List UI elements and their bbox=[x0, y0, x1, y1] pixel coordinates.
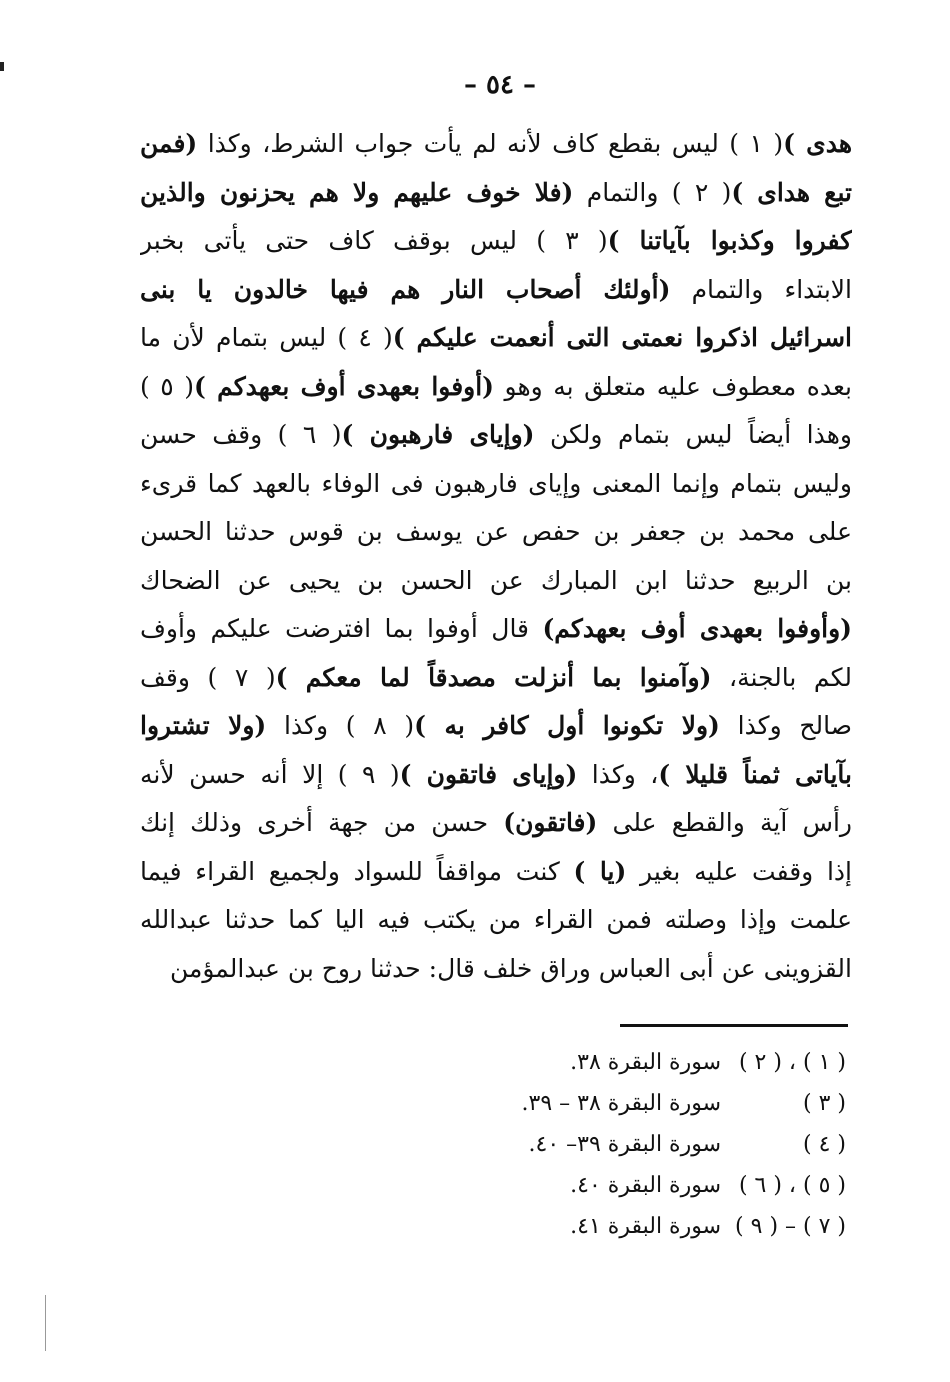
text-line bbox=[140, 411, 852, 460]
footnote-text: سورة البقرة ٤٠. bbox=[570, 1173, 721, 1198]
text-line bbox=[140, 896, 852, 945]
footnote-label: ( ٤ ) bbox=[803, 1132, 846, 1157]
footnote-text: سورة البقرة ٤١. bbox=[570, 1214, 721, 1239]
text-fragment: ( ١ ) ليس بقطع كاف لأنه لم يأت جواب الشرط، وكذا bbox=[197, 129, 784, 158]
text-fragment: ( ٥ ) bbox=[140, 371, 194, 401]
quran-quote: تبع هداى ) bbox=[731, 177, 852, 207]
text-fragment: ( ٣ ) ليس بوقف كاف حتى يأتى بخبر bbox=[140, 226, 608, 255]
text-line bbox=[140, 169, 852, 218]
quran-quote: (وأوفوا بعهدى أوف بعهدكم) bbox=[542, 614, 852, 643]
text-fragment: لكم بالجنة، bbox=[711, 662, 852, 692]
footnote-text: سورة البقرة ٣٨ – ٣٩. bbox=[521, 1091, 721, 1116]
text-line bbox=[140, 266, 852, 315]
text-fragment: على محمد بن جعفر بن حفص عن يوسف بن قوس حدثنا الحسن bbox=[140, 517, 852, 546]
scan-edge-mark bbox=[45, 1295, 46, 1351]
footnote-text: سورة البقرة ٣٨. bbox=[570, 1050, 721, 1075]
quran-quote: كفروا وكذبوا بآياتنا ) bbox=[607, 226, 852, 255]
text-fragment: بعده معطوف عليه متعلق به وهو bbox=[494, 371, 852, 401]
footnote-label: ( ١ ) ، ( ٢ ) bbox=[738, 1050, 846, 1075]
body-text bbox=[140, 120, 852, 993]
quran-quote: بآياتى ثمناً قليلا ) bbox=[658, 759, 852, 789]
text-fragment: ( ٢ ) والتمام bbox=[573, 177, 732, 207]
text-fragment: الابتداء والتمام bbox=[670, 274, 852, 304]
quran-quote: (أولئك أصحاب النار هم فيها خالدون يا بنى bbox=[140, 274, 671, 304]
text-line bbox=[140, 217, 852, 266]
text-fragment: ( ٩ ) إلا أنه حسن لأنه bbox=[140, 759, 400, 789]
text-fragment: بن الربيع حدثنا ابن المبارك عن الحسن بن يحيى عن الضحاك bbox=[140, 565, 852, 595]
footnote bbox=[522, 1165, 846, 1206]
text-line bbox=[140, 848, 852, 897]
text-fragment: ( ٤ ) ليس بتمام لأن ما bbox=[140, 323, 393, 352]
quran-quote: (وإياى فاتقون ) bbox=[399, 759, 578, 789]
quran-quote: اسرائيل اذكروا نعمتى التى أنعمت عليكم ) bbox=[392, 323, 852, 352]
text-line bbox=[140, 120, 852, 169]
text-fragment: إذا وقفت عليه بغير bbox=[626, 856, 852, 886]
footnote-label: ( ٣ ) bbox=[803, 1091, 846, 1116]
quran-quote: (وإياى فارهبون ) bbox=[341, 420, 535, 449]
text-fragment: ، وكذا bbox=[577, 759, 659, 789]
page-number: – ٥٤ – bbox=[463, 70, 537, 100]
quran-quote: (فلا خوف عليهم ولا هم يحزنون والذين bbox=[140, 177, 574, 207]
quran-quote: (أوفوا بعهدى أوف بعهدكم ) bbox=[194, 371, 494, 401]
text-fragment: القزوينى عن أبى العباس وراق خلف قال: حدثنا روح بن عبدالمؤمن bbox=[169, 953, 852, 983]
text-fragment: علمت وإذا وصلته فمن القراء من يكتب فيه اليا كما حدثنا عبدالله bbox=[140, 905, 852, 934]
text-fragment: كنت مواقفاً للسواد ولجميع القراء فيما bbox=[140, 856, 574, 886]
text-line bbox=[140, 605, 852, 654]
text-fragment: وهذا أيضاً ليس بتمام ولكن bbox=[534, 420, 852, 449]
footnote-label: ( ٧ ) – ( ٩ ) bbox=[735, 1214, 846, 1239]
quran-quote: (ولا تشتروا bbox=[140, 711, 267, 740]
footnote-label: ( ٥ ) ، ( ٦ ) bbox=[738, 1173, 846, 1198]
text-line bbox=[140, 363, 852, 412]
footnote-separator bbox=[620, 1024, 848, 1027]
footnote bbox=[522, 1124, 846, 1165]
quran-quote: (فمن bbox=[140, 129, 198, 158]
text-line bbox=[140, 945, 852, 994]
text-fragment: رأس آية والقطع على bbox=[597, 808, 852, 837]
footnote bbox=[522, 1042, 846, 1083]
text-line bbox=[140, 799, 852, 848]
quran-quote: (وآمنوا بما أنزلت مصدقاً لما معكم ) bbox=[275, 662, 712, 692]
text-fragment: ( ٨ ) وكذا bbox=[266, 711, 415, 740]
text-line bbox=[140, 508, 852, 557]
text-fragment: ( ٧ ) وقف bbox=[140, 662, 276, 692]
footnotes bbox=[522, 1042, 846, 1247]
text-line bbox=[140, 314, 852, 363]
text-line bbox=[140, 460, 852, 509]
quran-quote: (ولا تكونوا أول كافر به ) bbox=[414, 711, 720, 740]
text-fragment: وليس بتمام وإنما المعنى وإياى فارهبون فى الوفاء بالعهد كما قرىء bbox=[140, 468, 852, 498]
quran-quote: هدى ) bbox=[783, 129, 852, 158]
quran-quote: (فاتقون) bbox=[503, 808, 598, 837]
quran-quote: (يا ) bbox=[573, 856, 627, 886]
text-line bbox=[140, 702, 852, 751]
text-line bbox=[140, 557, 852, 606]
text-line bbox=[140, 654, 852, 703]
text-fragment: ( ٦ ) وقف حسن bbox=[140, 420, 342, 449]
text-fragment: صالح وكذا bbox=[719, 711, 852, 740]
footnote bbox=[522, 1206, 846, 1247]
footnote bbox=[522, 1083, 846, 1124]
footnote-text: سورة البقرة ٣٩– ٤٠. bbox=[528, 1132, 721, 1157]
text-line bbox=[140, 751, 852, 800]
text-fragment: حسن من جهة أخرى وذلك إنك bbox=[140, 808, 504, 837]
text-fragment: قال أوفوا بما افترضت عليكم وأوف bbox=[140, 614, 543, 643]
